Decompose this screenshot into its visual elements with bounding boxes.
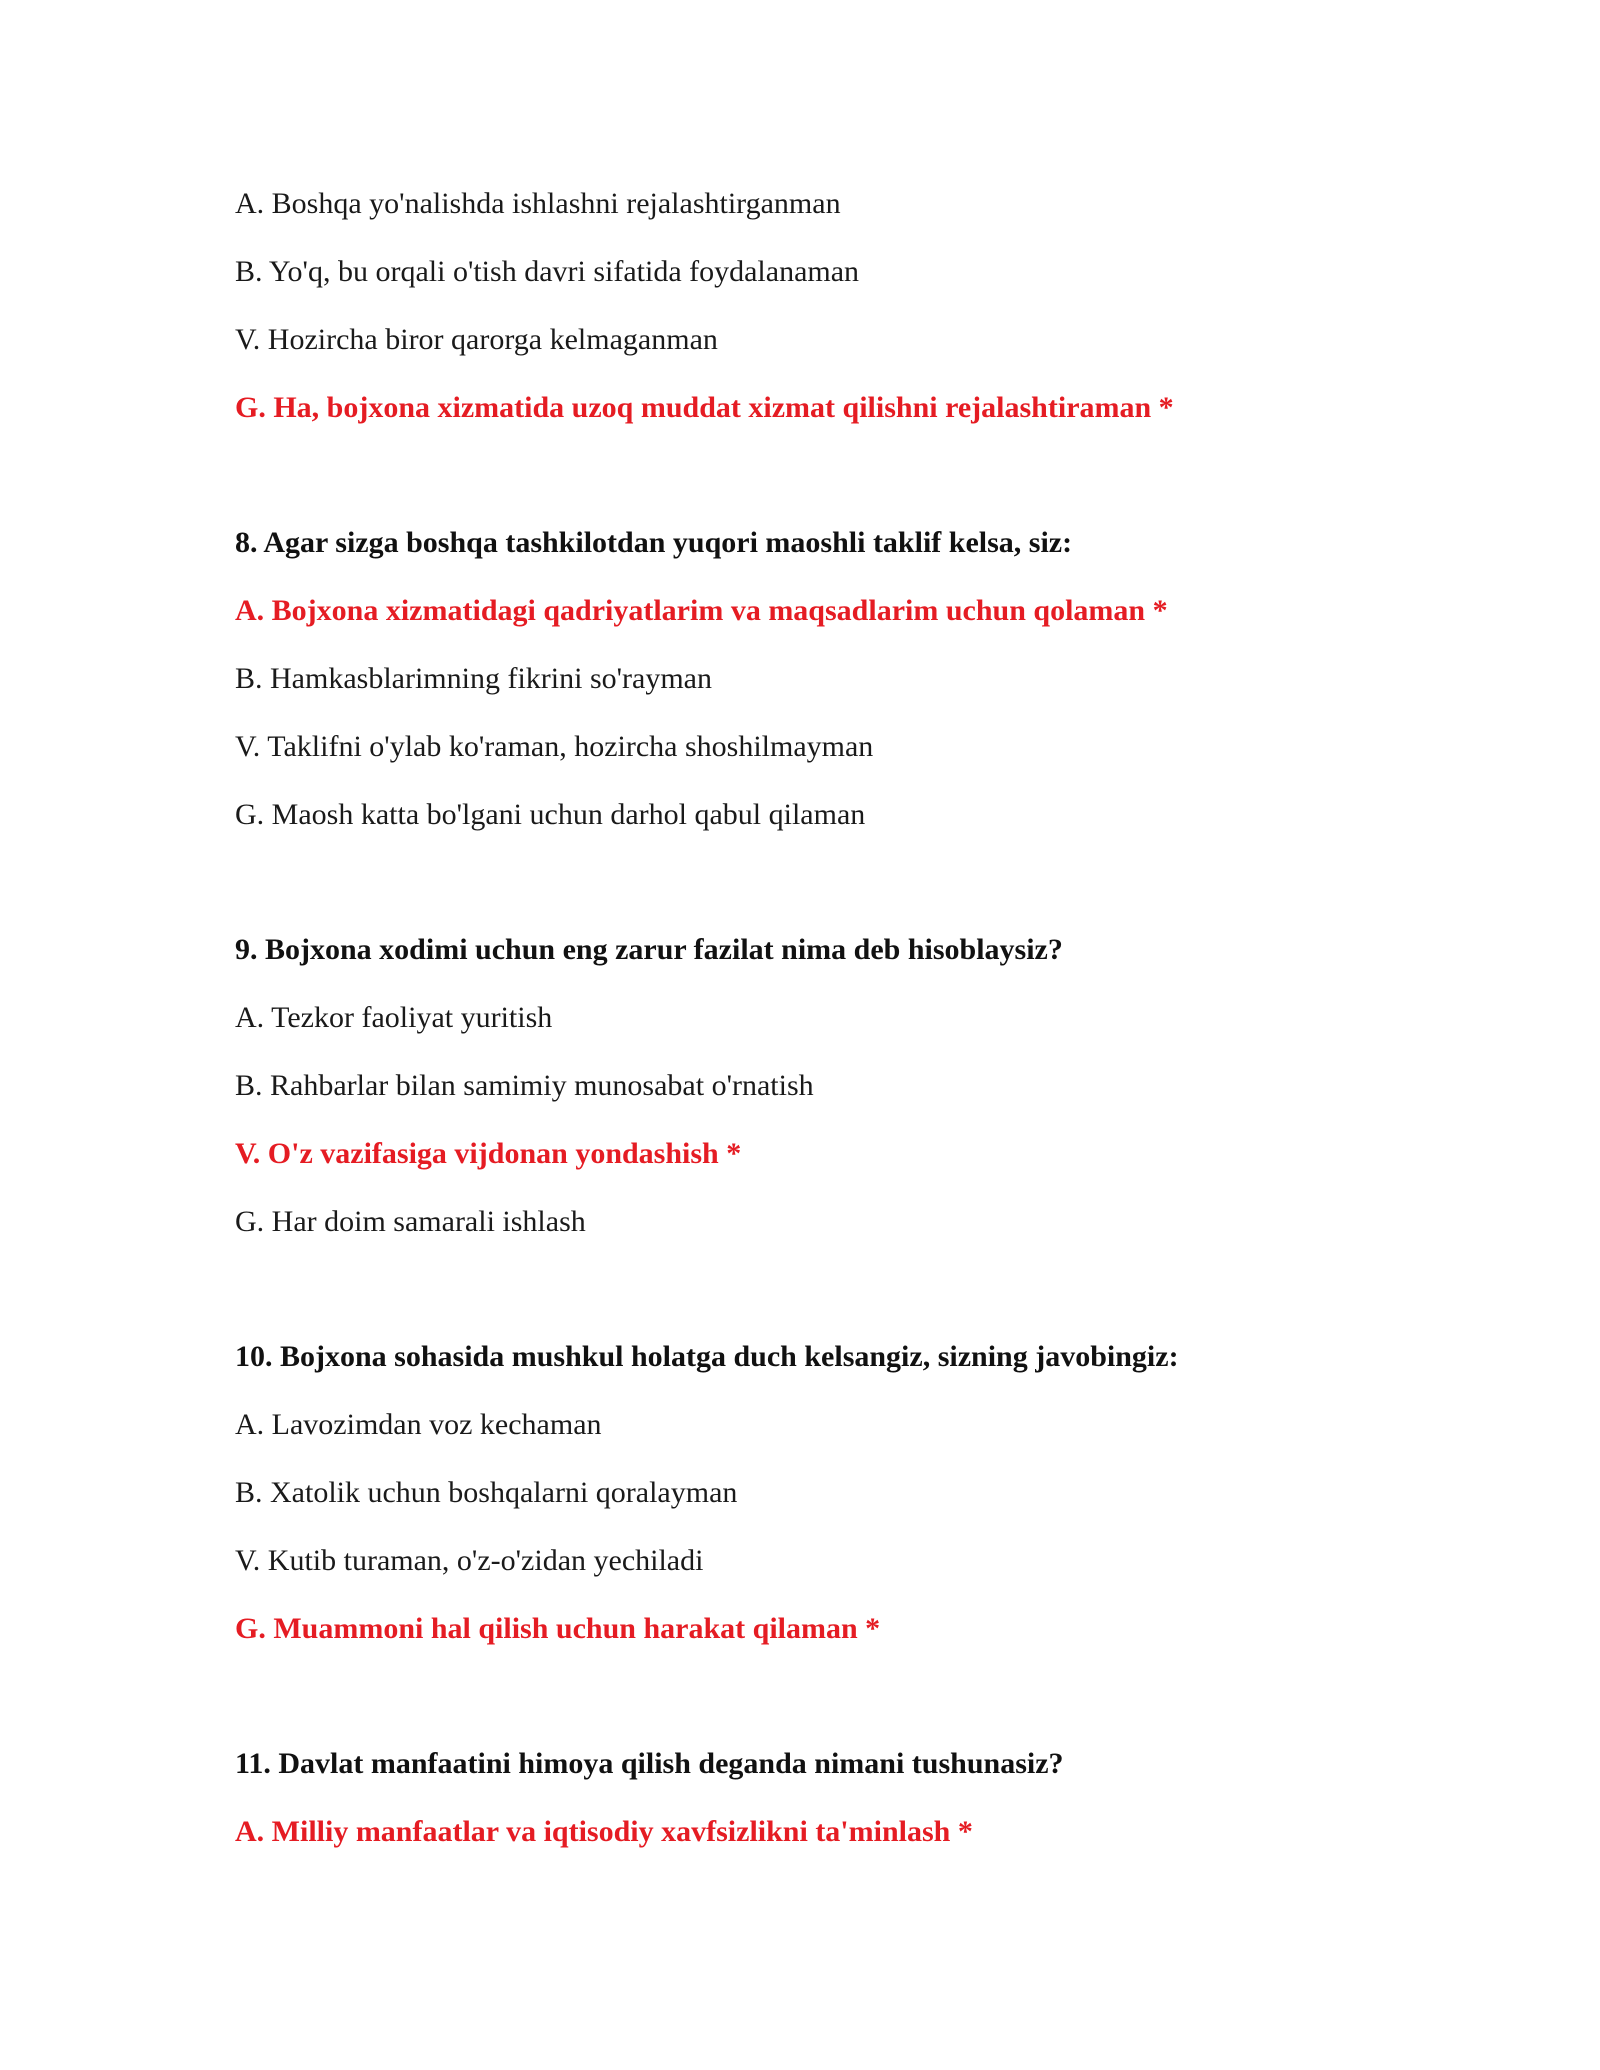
quiz-block [235, 1338, 1485, 1647]
correct-answer-option: G. Ha, bojxona xizmatida uzoq muddat xizmat qilishni rejalashtiraman * [235, 391, 1174, 424]
answer-option: B. Xatolik uchun boshqalarni qoralayman [235, 1476, 738, 1509]
correct-answer-option: V. O'z vazifasiga vijdonan yondashish * [235, 1137, 742, 1170]
quiz-block [235, 185, 1485, 426]
answer-option: G. Har doim samarali ishlash [235, 1205, 586, 1238]
question-text: 9. Bojxona xodimi uchun eng zarur fazilat nima deb hisoblaysiz? [235, 933, 1063, 966]
quiz-block [235, 524, 1485, 833]
question-text: 10. Bojxona sohasida mushkul holatga duch kelsangiz, sizning javobingiz: [235, 1340, 1179, 1373]
correct-answer-option: A. Milliy manfaatlar va iqtisodiy xavfsizlikni ta'minlash * [235, 1815, 973, 1848]
answer-option: B. Rahbarlar bilan samimiy munosabat o'rnatish [235, 1069, 814, 1102]
quiz-content [235, 185, 1485, 1881]
answer-option: V. Hozircha biror qarorga kelmaganman [235, 323, 718, 356]
quiz-block [235, 931, 1485, 1240]
question-text: 8. Agar sizga boshqa tashkilotdan yuqori maoshli taklif kelsa, siz: [235, 526, 1073, 559]
answer-option: A. Boshqa yo'nalishda ishlashni rejalashtirganman [235, 187, 841, 220]
correct-answer-option: A. Bojxona xizmatidagi qadriyatlarim va maqsadlarim uchun qolaman * [235, 594, 1168, 627]
answer-option: B. Yo'q, bu orqali o'tish davri sifatida foydalanaman [235, 255, 860, 288]
answer-option: V. Kutib turaman, o'z-o'zidan yechiladi [235, 1544, 704, 1577]
answer-option: B. Hamkasblarimning fikrini so'rayman [235, 662, 712, 695]
answer-option: G. Maosh katta bo'lgani uchun darhol qabul qilaman [235, 798, 866, 831]
answer-option: V. Taklifni o'ylab ko'raman, hozircha shoshilmayman [235, 730, 874, 763]
answer-option: A. Tezkor faoliyat yuritish [235, 1001, 553, 1034]
quiz-block [235, 1745, 1485, 1850]
answer-option: A. Lavozimdan voz kechaman [235, 1408, 602, 1441]
correct-answer-option: G. Muammoni hal qilish uchun harakat qilaman * [235, 1612, 881, 1645]
question-text: 11. Davlat manfaatini himoya qilish deganda nimani tushunasiz? [235, 1747, 1064, 1780]
